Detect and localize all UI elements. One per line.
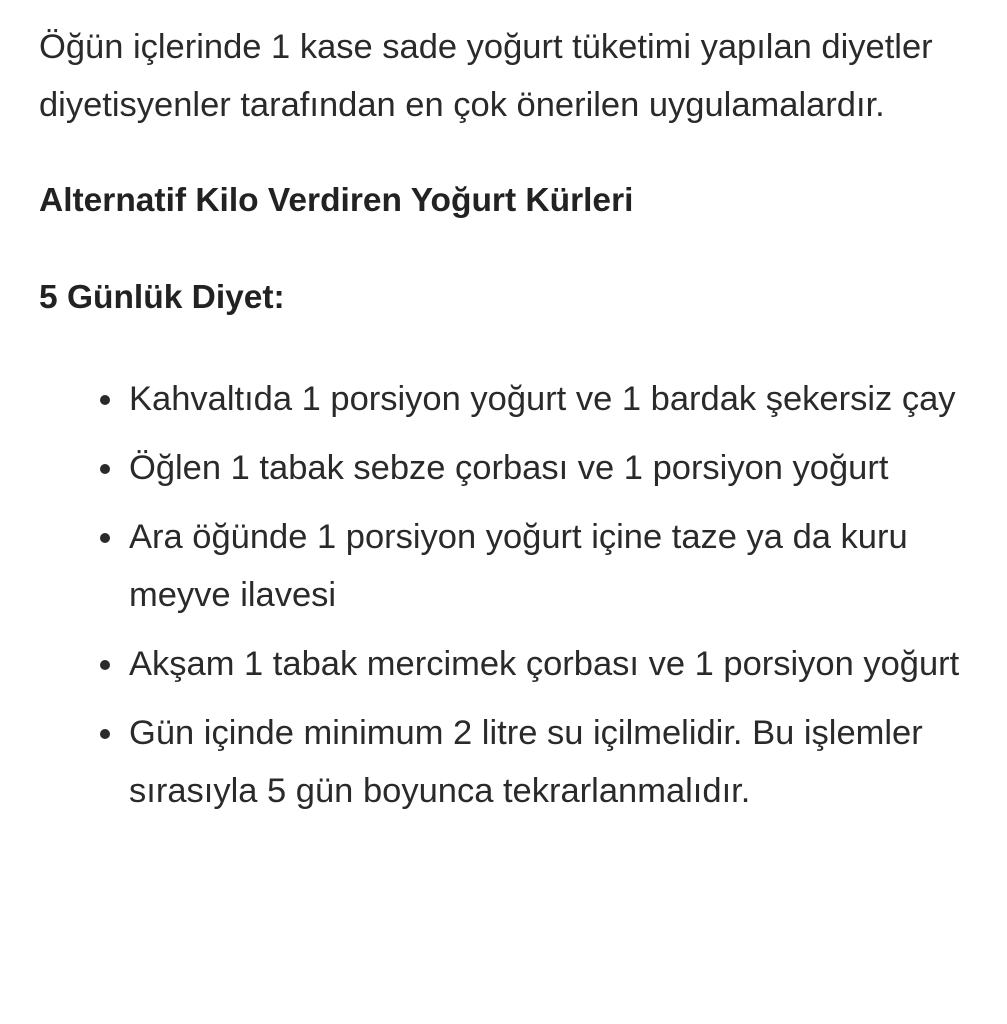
list-item-text: Kahvaltıda 1 porsiyon yoğurt ve 1 bardak şekersiz çay bbox=[129, 380, 956, 418]
list-item-text: Ara öğünde 1 porsiyon yoğurt içine taze ya da kuru meyve ilavesi bbox=[129, 518, 908, 614]
diet-list bbox=[39, 370, 989, 820]
intro-paragraph: Öğün içlerinde 1 kase sade yoğurt tüketimi yapılan diyetler diyetisyenler tarafından en çok önerilen uygulamalardır. bbox=[39, 28, 933, 124]
list-item-text: Öğlen 1 tabak sebze çorbası ve 1 porsiyon yoğurt bbox=[129, 449, 889, 487]
bullet-icon bbox=[100, 729, 110, 739]
bullet-icon bbox=[100, 533, 110, 543]
list-item-text: Akşam 1 tabak mercimek çorbası ve 1 porsiyon yoğurt bbox=[129, 645, 960, 683]
subsection-title: 5 Günlük Diyet: bbox=[39, 279, 285, 316]
list-item bbox=[39, 508, 989, 624]
list-item bbox=[39, 704, 989, 820]
bullet-icon bbox=[100, 395, 110, 405]
article-content bbox=[39, 18, 989, 831]
list-item-text: Gün içinde minimum 2 litre su içilmelidir. Bu işlemler sırasıyla 5 gün boyunca tekrarlanmalıdır. bbox=[129, 714, 923, 810]
list-item bbox=[39, 635, 989, 693]
bullet-icon bbox=[100, 464, 110, 474]
bullet-icon bbox=[100, 660, 110, 670]
list-item bbox=[39, 370, 989, 428]
section-title: Alternatif Kilo Verdiren Yoğurt Kürleri bbox=[39, 182, 634, 219]
list-item bbox=[39, 439, 989, 497]
